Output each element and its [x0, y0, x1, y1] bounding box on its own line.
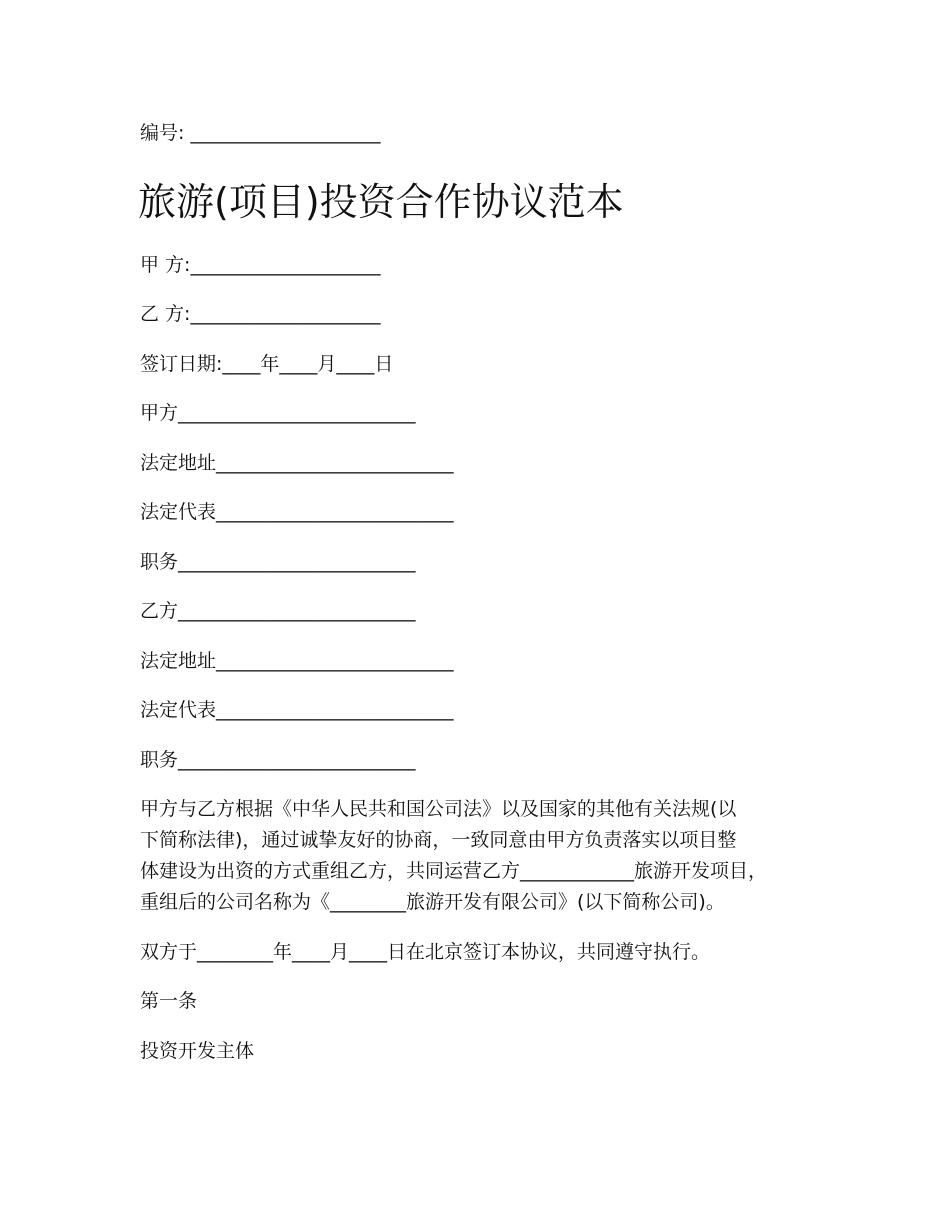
paragraph-line: 甲方与乙方根据《中华人民共和国公司法》以及国家的其他有关法规(以 — [140, 798, 737, 820]
paragraph-line: 体建设为出资的方式重组乙方，共同运营乙方____________旅游开发项目， — [140, 860, 768, 882]
party-b-line: 乙 方:____________________ — [140, 303, 381, 325]
party-a-representative-field: 法定代表_________________________ — [140, 501, 454, 523]
party-a-line: 甲 方:____________________ — [140, 254, 381, 276]
paragraph-line: 重组后的公司名称为《________旅游开发有限公司》(以下简称公司)。 — [140, 891, 725, 913]
party-b-name-field: 乙方_________________________ — [140, 600, 416, 622]
party-b-address-field: 法定地址_________________________ — [140, 650, 454, 672]
party-b-position-field: 职务_________________________ — [140, 749, 416, 771]
paragraph-line: 下简称法律)，通过诚挚友好的协商，一致同意由甲方负责落实以项目整 — [140, 829, 737, 851]
document-title: 旅游(项目)投资合作协议范本 — [138, 180, 624, 224]
party-b-representative-field: 法定代表_________________________ — [140, 699, 454, 721]
article-number: 第一条 — [140, 990, 198, 1012]
sign-date-line: 签订日期:____年____月____日 — [140, 353, 394, 375]
party-a-name-field: 甲方_________________________ — [140, 402, 416, 424]
party-a-address-field: 法定地址_________________________ — [140, 452, 454, 474]
contract-number-line: 编号: ____________________ — [140, 122, 381, 144]
signing-statement: 双方于________年____月____日在北京签订本协议，共同遵守执行。 — [140, 941, 711, 963]
article-heading: 投资开发主体 — [140, 1040, 255, 1062]
party-a-position-field: 职务_________________________ — [140, 551, 416, 573]
